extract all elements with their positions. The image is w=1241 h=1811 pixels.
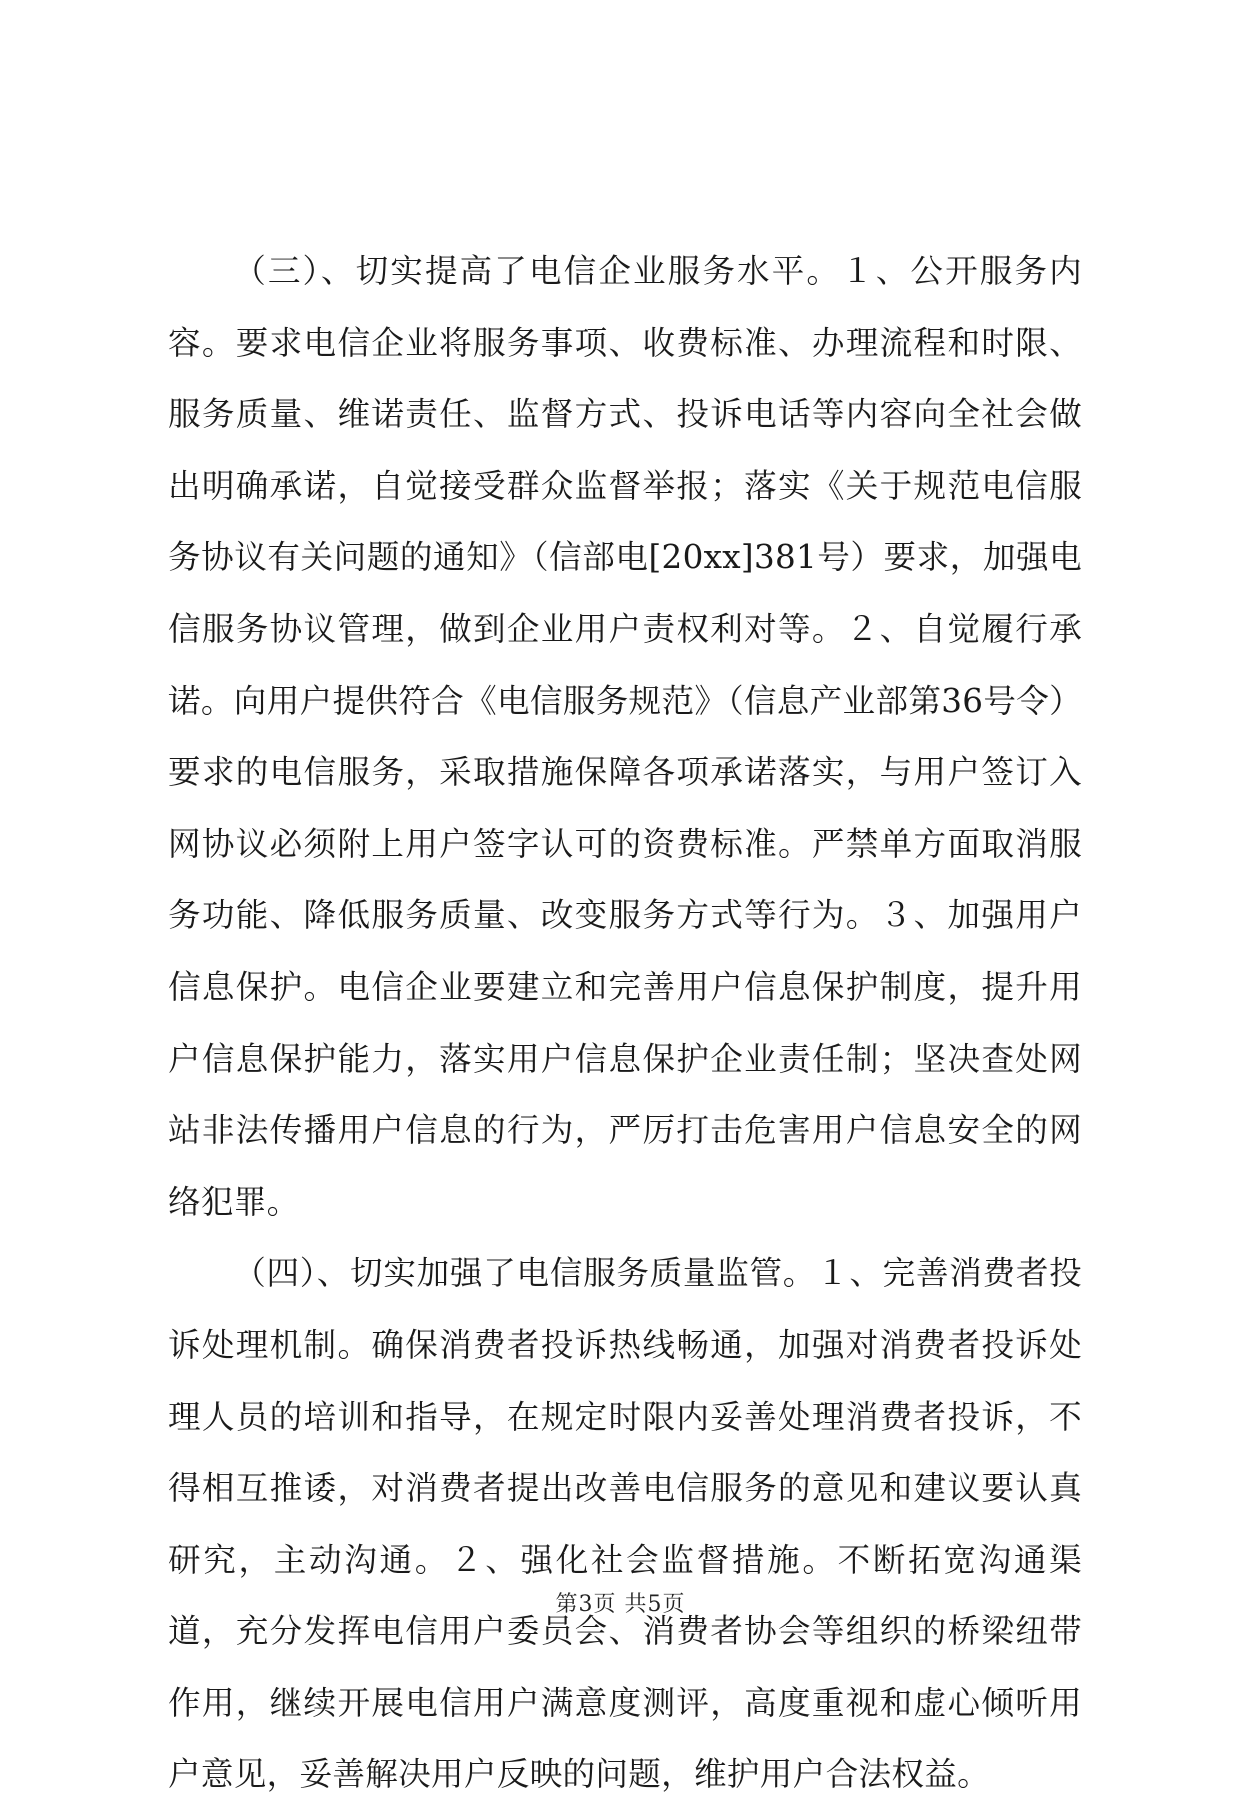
document-body: [168, 236, 1082, 1811]
paragraph-section-4: （四）、切实加强了电信服务质量监管。１、完善消费者投诉处理机制。确保消费者投诉热线畅通，加强对消费者投诉处理人员的培训和指导，在规定时限内妥善处理消费者投诉，不得相互推诿，对消费者提出改善电信服务的意见和建议要认真研究，主动沟通。２、强化社会监督措施。不断拓宽沟通渠道，充分发挥电信用户委员会、消费者协会等组织的桥梁纽带作用，继续开展电信用户满意度测评，高度重视和虚心倾听用户意见，妥善解决用户反映的问题，维护用户合法权益。: [168, 1254, 1082, 1794]
paragraph-section-3: （三）、切实提高了电信企业服务水平。１、公开服务内容。要求电信企业将服务事项、收费标准、办理流程和时限、服务质量、维诺责任、监督方式、投诉电话等内容向全社会做出明确承诺，自觉接受群众监督举报；落实《关于规范电信服务协议有关问题的通知》（信部电[20xx]381号）要求，加强电信服务协议管理，做到企业用户责权利对等。２、自觉履行承诺。向用户提供符合《电信服务规范》（信息产业部第36号令）要求的电信服务，采取措施保障各项承诺落实，与用户签订入网协议必须附上用户签字认可的资费标准。严禁单方面取消服务功能、降低服务质量、改变服务方式等行为。３、加强用户信息保护。电信企业要建立和完善用户信息保护制度，提升用户信息保护能力，落实用户信息保护企业责任制；坚决查处网站非法传播用户信息的行为，严厉打击危害用户信息安全的网络犯罪。: [168, 252, 1082, 1221]
page-number-footer: 第3页 共5页: [555, 1592, 686, 1617]
